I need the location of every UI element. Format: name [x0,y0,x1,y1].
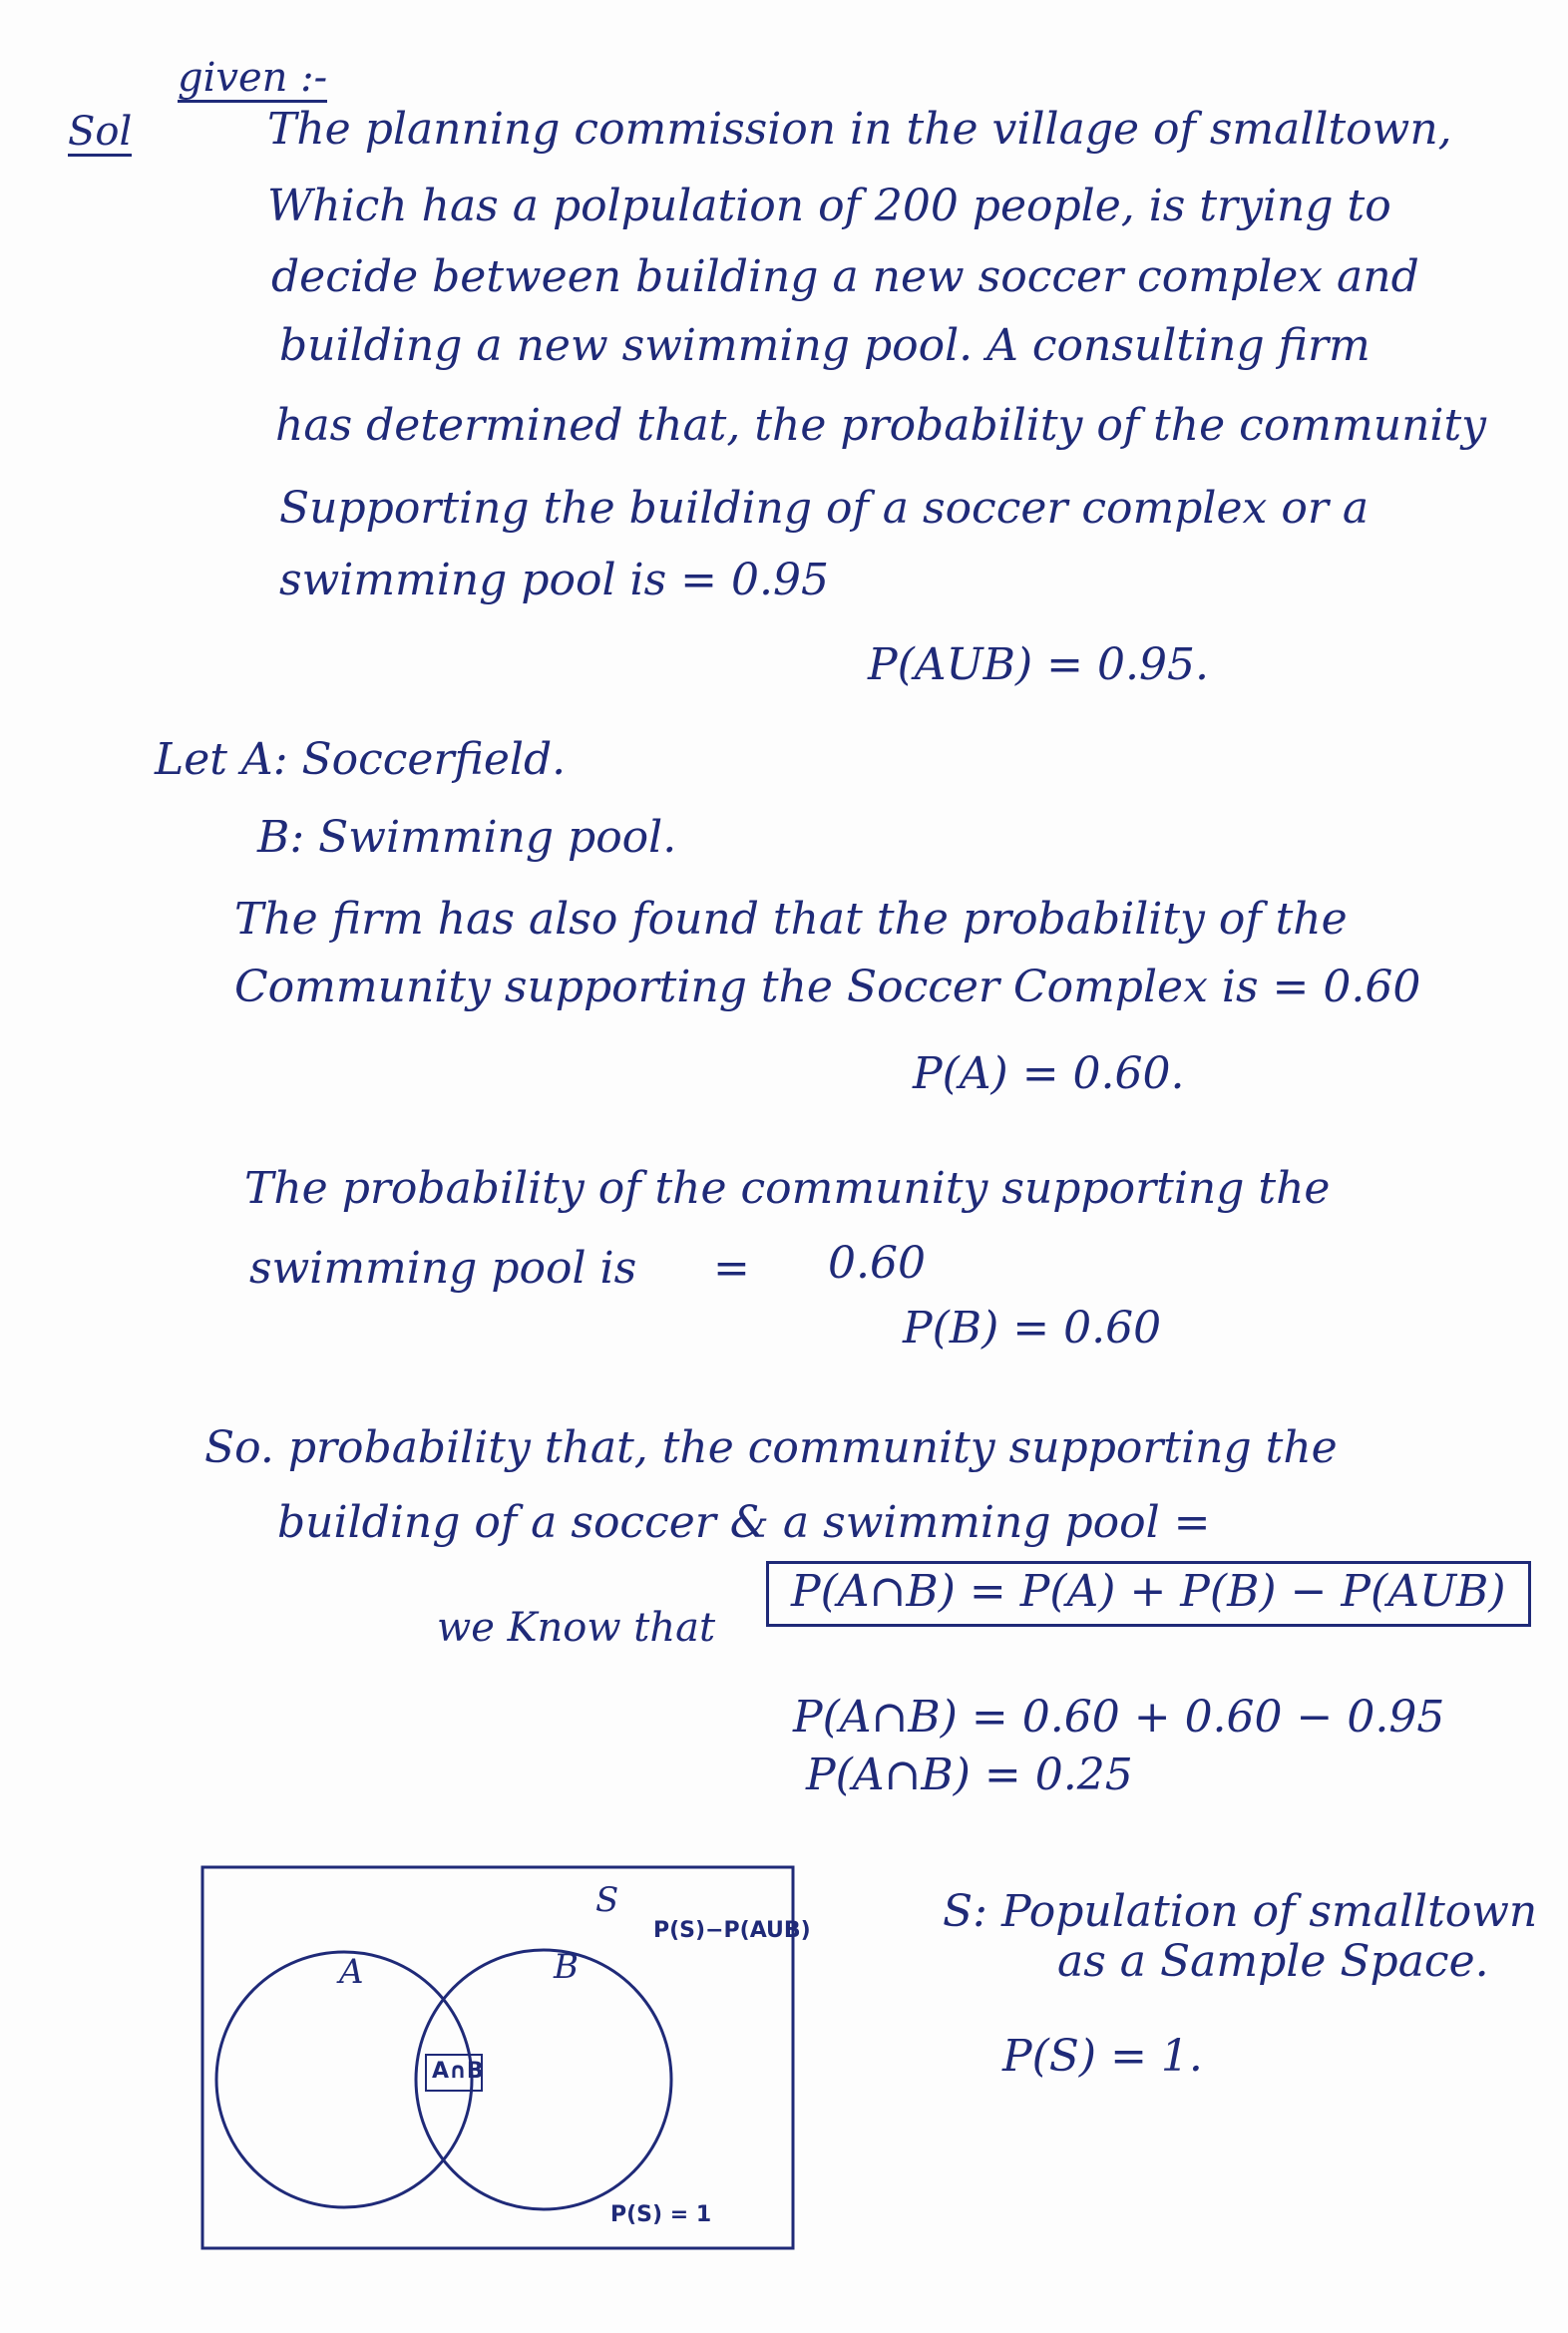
union-equation: P(AUB) = 0.95. [868,639,1209,690]
sol-label: Sol [68,109,133,155]
pool-line-2-value: 0.60 [828,1238,926,1289]
venn-label-intersection: A∩B [432,2059,484,2084]
soccer-equation: P(A) = 0.60. [913,1048,1185,1099]
we-know-text: we Know that [437,1605,716,1651]
sample-space-line-2: as a Sample Space. [1057,1936,1489,1987]
given-label: given :- [178,55,328,101]
given-line-5: has determined that, the probability of the community [275,400,1487,451]
soccer-line-1: The firm has also found that the probability of the [234,894,1348,945]
given-line-2: Which has a polpulation of 200 people, is trying to [267,181,1391,231]
venn-label-a: A [339,1952,364,1992]
given-line-7: swimming pool is = 0.95 [279,555,829,605]
given-line-4: building a new swimming pool. A consulting firm [279,320,1371,371]
intersection-step-2: P(A∩B) = 0.25 [806,1750,1133,1800]
venn-label-complement: P(S)−P(AUB) [653,1918,811,1943]
given-line-6: Supporting the building of a soccer complex or a [279,483,1370,534]
intersection-formula-box: P(A∩B) = P(A) + P(B) − P(AUB) [766,1561,1531,1627]
intersection-line-1: So. probability that, the community supporting the [204,1422,1338,1473]
pool-line-1: The probability of the community supporting the [244,1163,1331,1214]
definition-a: Let A: Soccerfield. [155,734,567,785]
soccer-line-2: Community supporting the Soccer Complex is = 0.60 [234,962,1421,1012]
venn-label-b: B [554,1947,579,1987]
venn-label-ps: P(S) = 1 [610,2202,712,2227]
sample-space-line-1: S: Population of smalltown [943,1886,1538,1937]
pool-equation: P(B) = 0.60 [903,1303,1162,1354]
sample-space-equation: P(S) = 1. [1002,2031,1203,2082]
venn-label-s: S [595,1880,619,1920]
definition-b: B: Swimming pool. [257,812,677,863]
pool-line-2-equals: = [713,1243,750,1294]
given-line-3: decide between building a new soccer complex and [271,251,1419,302]
intersection-step-1: P(A∩B) = 0.60 + 0.60 − 0.95 [793,1692,1445,1743]
intersection-line-2: building of a soccer & a swimming pool = [277,1497,1211,1548]
given-line-1: The planning commission in the village of smalltown, [267,104,1452,155]
pool-line-2-text: swimming pool is [249,1243,637,1294]
